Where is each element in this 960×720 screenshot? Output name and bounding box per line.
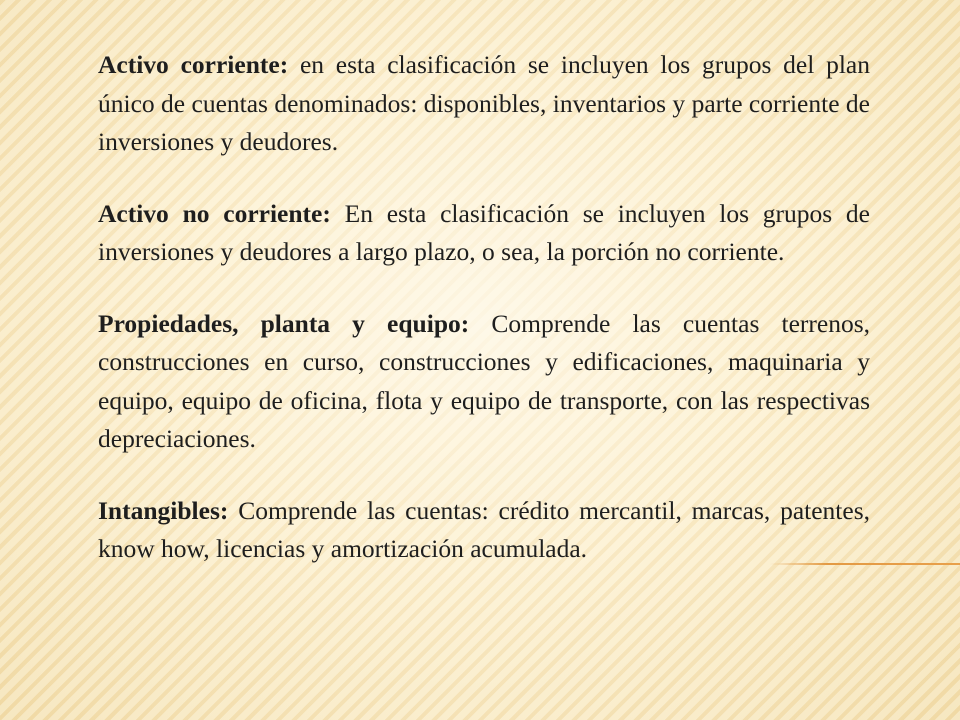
term-propiedades-planta-equipo: Propiedades, planta y equipo bbox=[98, 308, 461, 338]
slide-content bbox=[98, 46, 870, 569]
term-separator: : bbox=[460, 308, 470, 338]
term-separator: : bbox=[279, 50, 289, 79]
definition-intangibles: Comprende las cuentas: crédito mercantil, marcas, patentes, know how, licencias y amortización acumulada. bbox=[98, 495, 870, 563]
term-separator: : bbox=[219, 495, 229, 525]
paragraph-propiedades-planta-equipo bbox=[98, 305, 870, 459]
term-intangibles: Intangibles bbox=[98, 495, 220, 525]
definition-activo-no-corriente: En esta clasificación se incluyen los grupos de inversiones y deudores a largo plazo, o sea, la porción no corriente. bbox=[98, 198, 871, 266]
term-activo-corriente: Activo corriente bbox=[98, 50, 280, 79]
term-activo-no-corriente: Activo no corriente bbox=[98, 198, 323, 228]
term-separator: : bbox=[322, 198, 331, 228]
definition-propiedades-planta-equipo: Comprende las cuentas terrenos, construcciones en curso, construcciones y edificaciones, maquinaria y equipo, equipo de oficina, flota y equipo de transporte, con las respectivas depreciaciones. bbox=[98, 308, 870, 453]
definition-activo-corriente: en esta clasificación se incluyen los grupos del plan único de cuentas denominados: disponibles, inventarios y parte corriente de inversiones y deudores. bbox=[98, 50, 870, 156]
paragraph-activo-corriente bbox=[98, 46, 870, 162]
paragraph-activo-no-corriente bbox=[98, 195, 870, 272]
paragraph-intangibles bbox=[98, 492, 870, 569]
